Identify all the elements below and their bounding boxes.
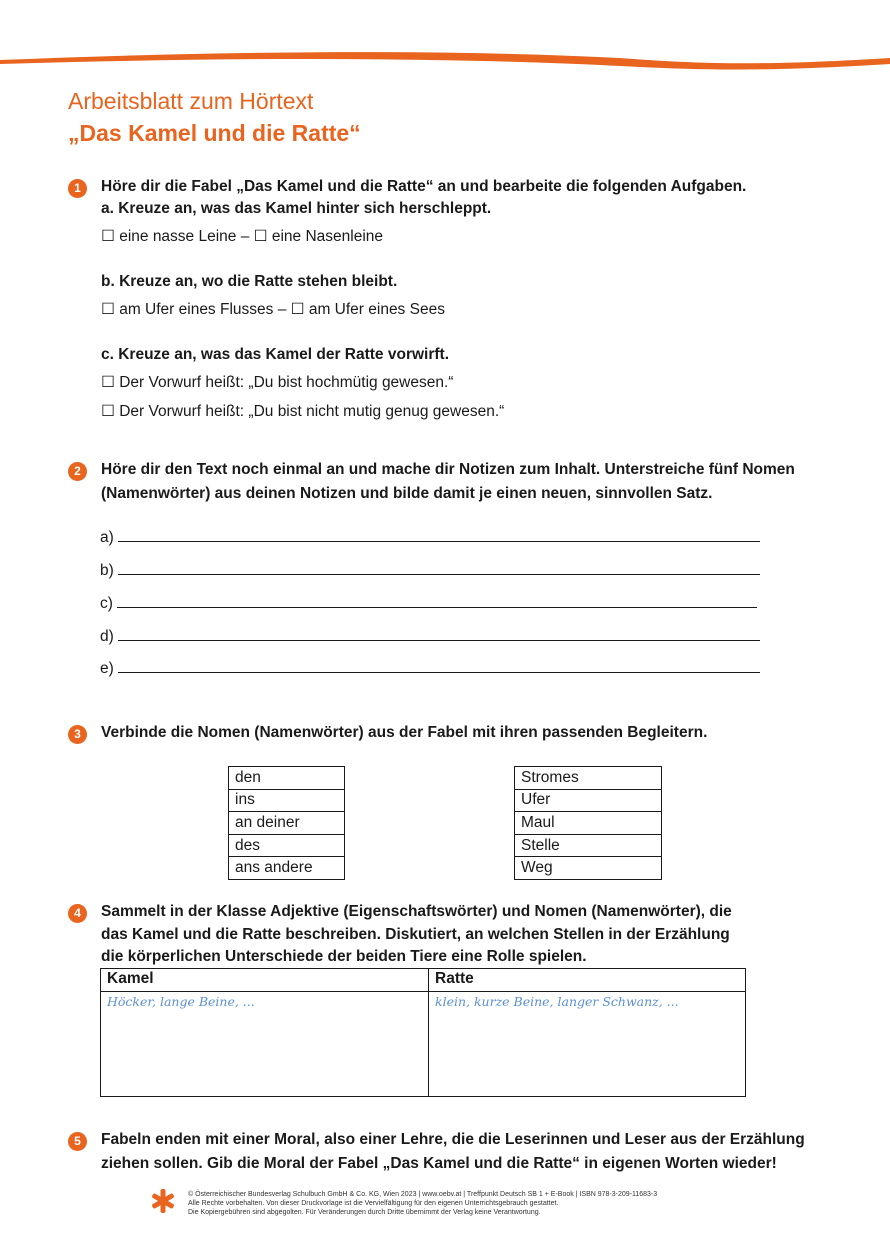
article-cell[interactable]: den <box>229 767 345 790</box>
task-number-4: 4 <box>68 904 87 923</box>
nouns-table <box>514 766 662 880</box>
answer-label: b) <box>100 562 114 579</box>
task-number-1: 1 <box>68 179 87 198</box>
article-cell[interactable]: des <box>229 834 345 857</box>
task5-line-2: ziehen sollen. Gib die Moral der Fabel „Das Kamel und die Ratte“ in eigenen Worten wieder! <box>101 1155 777 1172</box>
answer-label: a) <box>100 529 114 546</box>
answer-label: d) <box>100 628 114 645</box>
task-number-2: 2 <box>68 462 87 481</box>
task3-text: Verbinde die Nomen (Namenwörter) aus der Fabel mit ihren passenden Begleitern. <box>101 724 708 741</box>
answer-line-d[interactable] <box>100 626 760 646</box>
publisher-logo-icon <box>150 1188 176 1214</box>
footer-rights: Alle Rechte vorbehalten. Von dieser Druckvorlage ist die Vervielfältigung für den eigenen Unterrichtsgebrauch gestattet. <box>188 1200 559 1207</box>
task1-a-options[interactable]: ☐ eine nasse Leine – ☐ eine Nasenleine <box>101 228 384 245</box>
task1-b-options[interactable]: ☐ am Ufer eines Flusses – ☐ am Ufer eines Sees <box>101 301 445 318</box>
ratte-notes-cell[interactable]: klein, kurze Beine, langer Schwanz, ... <box>429 992 746 1097</box>
task-number-5: 5 <box>68 1132 87 1151</box>
page-title: Arbeitsblatt zum Hörtext <box>68 88 314 114</box>
task2-line-2: (Namenwörter) aus deinen Notizen und bilde damit je einen neuen, sinnvollen Satz. <box>101 485 713 502</box>
answer-line-c[interactable] <box>100 593 757 613</box>
noun-cell[interactable]: Maul <box>515 812 662 835</box>
task4-line-3: die körperlichen Unterschiede der beiden Tiere eine Rolle spielen. <box>101 948 587 965</box>
task1-c-question: c. Kreuze an, was das Kamel der Ratte vorwirft. <box>101 346 450 363</box>
answer-line-b[interactable] <box>100 560 760 580</box>
article-cell[interactable]: ans andere <box>229 857 345 880</box>
task4-line-1: Sammelt in der Klasse Adjektive (Eigenschaftswörter) und Nomen (Namenwörter), die <box>101 903 732 920</box>
column-header-ratte: Ratte <box>429 969 746 992</box>
column-header-kamel: Kamel <box>101 969 429 992</box>
page-subtitle: „Das Kamel und die Ratte“ <box>68 120 361 146</box>
task1-c-option-2[interactable]: ☐ Der Vorwurf heißt: „Du bist nicht mutig genug gewesen.“ <box>101 403 505 420</box>
noun-cell[interactable]: Weg <box>515 857 662 880</box>
header-swoosh <box>0 40 890 74</box>
noun-cell[interactable]: Stromes <box>515 767 662 790</box>
answer-label: e) <box>100 660 114 677</box>
article-cell[interactable]: ins <box>229 789 345 812</box>
task5-line-1: Fabeln enden mit einer Moral, also einer Lehre, die die Leserinnen und Leser aus der Erzählung <box>101 1131 805 1148</box>
comparison-table <box>100 968 746 1097</box>
task1-b-question: b. Kreuze an, wo die Ratte stehen bleibt. <box>101 273 398 290</box>
task4-line-2: das Kamel und die Ratte beschreiben. Diskutiert, an welchen Stellen in der Erzählung <box>101 926 730 943</box>
task2-line-1: Höre dir den Text noch einmal an und mache dir Notizen zum Inhalt. Unterstreiche fünf Nomen <box>101 461 795 478</box>
footer-disclaimer: Die Kopiergebühren sind abgegolten. Für Veränderungen durch Dritte übernimmt der Verlag keine Verantwortung. <box>188 1209 541 1216</box>
footer-copyright: © Österreichischer Bundesverlag Schulbuch GmbH & Co. KG, Wien 2023 | www.oebv.at | Treffpunkt Deutsch SB 1 + E-Book | ISBN 978-3-209-11683-3 <box>188 1191 658 1198</box>
articles-table <box>228 766 345 880</box>
task-number-3: 3 <box>68 725 87 744</box>
task1-intro: Höre dir die Fabel „Das Kamel und die Ratte“ an und bearbeite die folgenden Aufgaben. <box>101 178 747 195</box>
task1-c-option-1[interactable]: ☐ Der Vorwurf heißt: „Du bist hochmütig gewesen.“ <box>101 374 454 391</box>
answer-line-e[interactable] <box>100 658 760 678</box>
noun-cell[interactable]: Stelle <box>515 834 662 857</box>
kamel-notes-cell[interactable]: Höcker, lange Beine, ... <box>101 992 429 1097</box>
answer-label: c) <box>100 595 113 612</box>
noun-cell[interactable]: Ufer <box>515 789 662 812</box>
answer-line-a[interactable] <box>100 527 760 547</box>
task1-a-question: a. Kreuze an, was das Kamel hinter sich herschleppt. <box>101 200 492 217</box>
article-cell[interactable]: an deiner <box>229 812 345 835</box>
